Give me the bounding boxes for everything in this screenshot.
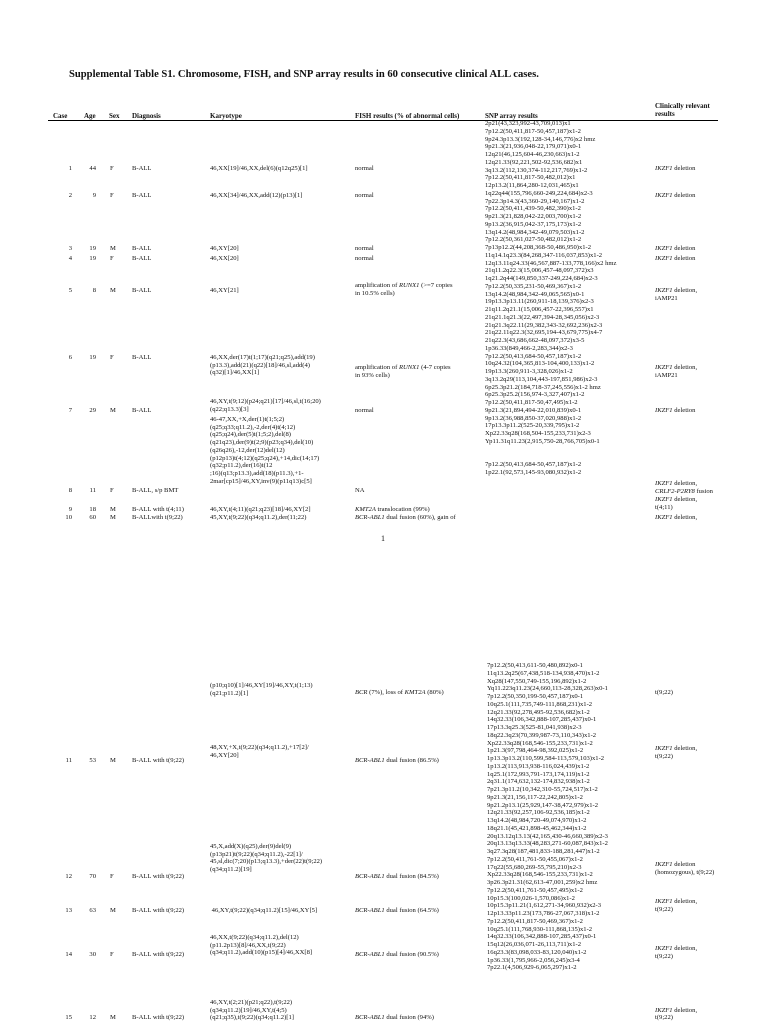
row-sex: M <box>110 407 116 414</box>
table-title: Supplemental Table S1. Chromosome, FISH, and SNP array results in 60 consecutive clinical ALL cases. <box>69 69 539 80</box>
row-fish: BCR-ABL1 dual fusion (84.5%) <box>355 873 439 880</box>
row-age: 8 <box>92 287 96 294</box>
row-case: 6 <box>68 354 72 361</box>
row-clinical: IKZF1 deletion <box>655 165 696 172</box>
row-diagnosis: B-ALL <box>132 407 152 414</box>
row-clinical: IKZF1 deletion, t(9;22) <box>655 745 698 760</box>
row-diagnosis: B-ALL <box>132 287 152 294</box>
row-case: 9 <box>68 506 72 513</box>
header-clinical-line1: Clinically relevant <box>655 102 710 110</box>
row-sex: F <box>110 192 114 199</box>
row-age: 44 <box>89 165 96 172</box>
row-clinical: IKZF1 deletion, t(9;22) <box>655 898 698 913</box>
row-clinical: IKZF1 deletion <box>655 192 696 199</box>
row-fish: normal <box>355 255 374 262</box>
row-fish: normal <box>355 407 374 414</box>
row-age: 30 <box>89 951 96 958</box>
header-rule <box>48 120 718 121</box>
header-case: Case <box>53 112 68 120</box>
row-age: 60 <box>89 514 96 521</box>
row-case: 12 <box>65 873 72 880</box>
row-karyotype: 46,XY,t(9;22)(q34;q11.2)[15]/46,XY[5] <box>210 907 318 914</box>
header-age: Age <box>84 112 96 120</box>
row-age: 18 <box>89 506 96 513</box>
row-fish: KMT2A translocation (99%) <box>355 506 430 513</box>
row-case: 14 <box>65 951 72 958</box>
row-age: 63 <box>89 907 96 914</box>
row-sex: M <box>110 757 116 764</box>
row-karyotype: 48,XY,+X,t(9;22)(q34;q11.2),+17[2]/ 46,XY[20] <box>210 744 309 759</box>
header-snp: SNP array results <box>485 112 538 120</box>
row-diagnosis: B-ALL <box>132 245 152 252</box>
row-sex: F <box>110 487 114 494</box>
row-clinical: IKZF1 deletion <box>655 245 696 252</box>
row-karyotype: 46,XY[20] <box>210 245 239 252</box>
row-age: 12 <box>89 1014 96 1022</box>
row-fish: NA <box>355 487 365 494</box>
row-case: 11 <box>65 757 72 764</box>
row-fish: BCR-ABL1 dual fusion (90.5%) <box>355 951 439 958</box>
row-diagnosis: B-ALL with t(9;22) <box>132 757 185 764</box>
row-case: 3 <box>68 245 72 252</box>
row-karyotype: 46,XX[34]/46,XX,add(12)(p13)[1] <box>210 192 303 199</box>
row-age: 19 <box>89 245 96 252</box>
row-case: 4 <box>68 255 72 262</box>
row-sex: F <box>110 873 114 880</box>
row-karyotype: 46-47,XX,+X,der(1)t(1;5;2) (q25;q33;q11.2),-2,der(4)t(4;12) (q25;q24),der(5)t(1;5;2),del(8) (q21q23),der(9)t(2;9)(p23;q34),del(10) (q26q26),-12,der(12)del(12) (p12p13)t(4;12)(q25;q24),+14,dic(14;17) (q32;p11.2),der(16)t(12 ;16)(q13;p13.3),add(18)(p11.3),+1- 2mar[cp15]/46,XY,inv(9)(p11q13)c[5] <box>210 416 320 485</box>
row-karyotype: 45,XY,t(9;22)(q34;q11.2),der(11;22) <box>210 514 307 521</box>
row-clinical: IKZF1 deletion, CRLF2-P2RY8 fusion <box>655 480 713 495</box>
row-clinical: IKZF1 deletion <box>655 255 696 262</box>
row-case: 7 <box>68 407 72 414</box>
row-diagnosis: B-ALL <box>132 192 152 199</box>
row-karyotype: 46,XY,t(9;12)(p24;q21)[17]/46,sl,t(16;20) (q22;q13.3)[3] <box>210 398 321 413</box>
row-clinical: IKZF1 deletion, <box>655 514 698 521</box>
row-case: 2 <box>68 192 72 199</box>
row-age: 19 <box>89 354 96 361</box>
row-sex: F <box>110 255 114 262</box>
row-fish: normal <box>355 245 374 252</box>
row-sex: M <box>110 1014 116 1022</box>
snp-column-page1: 2p21(43,323,992-43,709,013)x1 7p12.2(50,411,817-50,457,187)x1-2 9p24.3p13.3(192,128-34,146,776)x2 hmz 9p21.3(21,936,048-22,179,071)x0-1 12q21(46,125,604-46,230,663)x1-2 12q21.33(92,221,502-92,536,682)x1 3q13.2(112,130,374-112,217,769)x1-2 7p12.2(50,411,817-50,482,012)x1 12p13.2(11,864,280-12,031,465)x1 1q22q44(155,796,660-249,224,684)x2-3 7p22.3p14.3(43,360-29,140,167)x1-2 7p12.2(50,411,439-50,482,390)x1-2 9p21.3(21,828,042-22,003,700)x1-2 9p13.2(36,915,042-37,175,173)x1-2 13q14.2(48,984,342-49,079,503)x1-2 7p12.2(50,361,027-50,482,012)x1-2 7p13p12.2(44,208,368-50,486,950)x1-2 11q14.1q23.3(84,268,347-116,037,853)x1-2 12q13.11q24.33(46,567,887-133,778,166)x2 hmz 21q11.2q22.3(15,006,457-48,097,372)x3 1q21.2q44(149,850,337-249,224,684)x2-3 7p12.2(50,335,231-50,469,367)x1-2 13q14.2(48,984,342-49,065,565)x0-1 19p13.3p13.11(260,911-18,139,376)x2-3 21q11.2q21.1(15,006,457-22,396,557)x1 21q21.1q21.3(22,497,394-28,345,056)x2-3 21q21.3q22.11(29,382,343-32,692,236)x2-3 21q22.11q22.3(32,695,194-43,679,775)x4-7 21q22.3(43,686,662-48,097,372)x3-5 1p36.33(849,466-2,283,344)x2-3 7p12.2(50,413,684-50,457,187)x1-2 10q24.32(104,365,813-104,400,133)x1-2 19p13.3(260,911-3,328,026)x1-2 3q13.2q29(113,104,443-197,851,986)x2-3 6p25.3p21.2(184,718-37,245,556)x1-2 hmz 6p25.3p25.2(156,974-3,327,407)x1-2 7p12.2(50,411,817-50,47,495)x1-2 9p21.3(21,894,494-22,010,839)x0-1 9p13.2(36,988,850-37,020,988)x1-2 17p13.3p11.2(525-20,339,795)x1-2 Xp22.33q28(168,504-155,233,731)x2-3 Yp11.31q11.23(2,915,750-28,766,705)x0-1 7p12.2(50,413,684-50,457,187)x1-2 1p22.1(92,573,145-93,080,932)x1-2 <box>485 120 617 476</box>
row-clinical: IKZF1 deletion <box>655 407 696 414</box>
snp-column-page2: 7p12.2(50,413,611-50,480,892)x0-1 11q13.2q25(67,438,518-134,938,470)x1-2 Xq28(147,550,749-155,196,892)x1-2 Yq11.223q11.23(24,660,113-28,328,263)x0-1 7p12.2(50,350,199-50,457,187)x0-1 10q25.1(111,735,749-111,868,231)x1-2 12q21.33(92,278,495-92,536,682)x1-2 14q32.33(106,342,888-107,285,437)x0-1 17p13.3q25.3(525-81,041,938)x2-3 18q22.3q23(70,399,987-73,110,343)x1-2 Xp22.33q28(168,546-155,233,731)x1-2 1p21.3(97,798,464-98,392,025)x1-2 1p13.3p13.2(110,599,584-113,579,103)x1-2 1p13.2(113,913,938-116,024,439)x1-2 1q25.1(172,993,791-173,174,119)x1-2 2q31.1(174,632,132-174,832,938)x1-2 7p21.3p11.2(10,342,310-55,724,517)x1-2 9p21.3(21,156,117-22,242,805)x1-2 9p21.2p13.1(25,929,147-38,472,979)x1-2 12q21.33(92,257,106-92,536,185)x1-2 13q14.2(48,984,720-49,074,970)x1-2 18q21.1(45,421,898-45,462,344)x1-2 20q13.12q13.13(42,165,430-46,660,389)x2-3 20q13.13q13.33(48,283,271-60,087,843)x1-2 3q27.3q28(187,481,833-188,281,447)x1-2 7p12.2(50,411,761-50,455,067)x1-2 17q22(55,680,269-55,795,210)x2-3 Xp22.33q28(168,546-155,233,731)x1-2 3p26.3p21.31(62,613-47,001,259)x2 hmz 7p12.2(50,411,761-50,457,495)x1-2 10p15.3(100,026-1,570,086)x1-2 10p15.3p11.21(1,612,271-34,960,932)x2-3 12p13.33p11.23(173,786-27,067,318)x1-2 7p12.2(50,411,817-50,469,367)x1-2 10q25.1(111,768,930-111,868,135)x1-2 14q32.33(106,342,888-107,285,437)x0-1 15q12(26,036,071-26,113,711)x1-2 16q23.3(83,098,033-83,120,040)x1-2 1p36.33(1,795,966-2,056,245)x3-4 7p22.1(4,506,929-6,065,297)x1-2 <box>487 662 608 972</box>
row-clinical: IKZF1 deletion, t(9;22) <box>655 945 698 960</box>
row-karyotype: 46,XX[20] <box>210 255 239 262</box>
header-fish: FISH results (% of abnormal cells) <box>355 112 460 120</box>
row-clinical: IKZF1 deletion, t(4;11) <box>655 496 698 511</box>
header-clinical <box>655 102 710 118</box>
row-fish: BCR-ABL1 dual fusion (60%), gain of <box>355 514 456 521</box>
row-case: 10 <box>65 514 72 521</box>
row-case: 8 <box>68 487 72 494</box>
row-diagnosis: B-ALL with t(4;11) <box>132 506 184 513</box>
row-diagnosis: B-ALL with t(9;22) <box>132 907 185 914</box>
row-fish: BCR-ABL1 dual fusion (94%) <box>355 1014 434 1022</box>
header-sex: Sex <box>109 112 120 120</box>
row-age: 29 <box>89 407 96 414</box>
row-diagnosis: B-ALL <box>132 354 152 361</box>
row-karyotype: 46,XY,t(2;21)(p21;q22),t(9;22) (q34;q11.2)[19]/46,XY,t(4;5) (q21;q35),t(9;22)(q34;q11.2)[1] <box>210 998 294 1022</box>
row-case: 1 <box>68 165 72 172</box>
row-case: 5 <box>68 287 72 294</box>
row-clinical: IKZF1 deletion, t(9;22) <box>655 1006 698 1022</box>
row-fish: BCR (7%), loss of KMT2A (80%) <box>355 689 444 696</box>
row-fish: BCR-ABL1 dual fusion (64.5%) <box>355 907 439 914</box>
row-diagnosis: B-ALL <box>132 255 152 262</box>
row-sex: F <box>110 165 114 172</box>
row-diagnosis: B-ALL with t(9;22) <box>132 873 185 880</box>
row-fish: amplification of RUNX1 (4-7 copies in 93% cells) <box>355 364 451 379</box>
header-karyotype: Karyotype <box>210 112 242 120</box>
row-diagnosis: B-ALL with t(9;22) <box>132 951 185 958</box>
row-sex: F <box>110 354 114 361</box>
row-fish: amplification of RUNX1 (>=7 copies in 10.5% cells) <box>355 282 453 297</box>
row-diagnosis: B-ALL, s/p BMT <box>132 487 179 494</box>
row-karyotype: 46,XY[21] <box>210 287 239 294</box>
row-karyotype: 46,XY,t(4;11)(q21;q23)[18]/46,XY[2] <box>210 506 311 513</box>
row-clinical: IKZF1 deletion, iAMP21 <box>655 287 698 302</box>
row-karyotype: 46,XX[19]/46,XX,del(6)(q12q25)[1] <box>210 165 308 172</box>
row-age: 9 <box>92 192 96 199</box>
row-clinical: IKZF1 deletion (homozygous), t(9;22) <box>655 861 715 876</box>
row-fish: BCR-ABL1 dual fusion (86.5%) <box>355 757 439 764</box>
row-age: 53 <box>89 757 96 764</box>
row-karyotype: 45,X,add(X)(q25),der(9)del(9) (p13p21)t(9;22)(q34;q11.2),-22[1]/ 45,sl,dic(7;20)(p13;q13.3),+der(22)t(9;22) (q34;q11.2)[19] <box>210 843 323 874</box>
row-case: 13 <box>65 907 72 914</box>
row-karyotype: (p10;q10)[1]/46,XY[19]/46,XY,t(1;13) (q21;p11.2)[1] <box>210 682 313 697</box>
row-sex: F <box>110 951 114 958</box>
row-sex: M <box>110 287 116 294</box>
row-clinical: t(9;22) <box>655 689 673 696</box>
row-diagnosis: B-ALL with t(9;22) <box>132 1014 185 1022</box>
row-clinical: IKZF1 deletion, iAMP21 <box>655 364 698 379</box>
header-diagnosis: Diagnosis <box>132 112 161 120</box>
row-sex: M <box>110 245 116 252</box>
row-sex: M <box>110 514 116 521</box>
row-karyotype: 46,XX,der(17)t(1;17)(q21;q25),add(19) (p13.3),add(21)(q22)[18]/46,sl,add(4) (q32)[1]/46,XX[1] <box>210 354 315 377</box>
row-diagnosis: B-ALLwith t(9;22) <box>132 514 183 521</box>
row-sex: M <box>110 907 116 914</box>
page-number: 1 <box>381 534 385 543</box>
row-fish: normal <box>355 165 374 172</box>
row-fish: normal <box>355 192 374 199</box>
row-diagnosis: B-ALL <box>132 165 152 172</box>
header-clinical-line2: results <box>655 110 675 118</box>
row-age: 70 <box>89 873 96 880</box>
row-karyotype: 46,XX,t(9;22)(q34;q11.2),del(12) (p11.2p13)[8]/46,XX,t(9;22) (q34;q11.2),add(10)(p15)[4]/46,XX[8] <box>210 934 313 957</box>
row-case: 15 <box>65 1014 72 1022</box>
row-age: 11 <box>89 487 96 494</box>
row-sex: M <box>110 506 116 513</box>
row-age: 19 <box>89 255 96 262</box>
